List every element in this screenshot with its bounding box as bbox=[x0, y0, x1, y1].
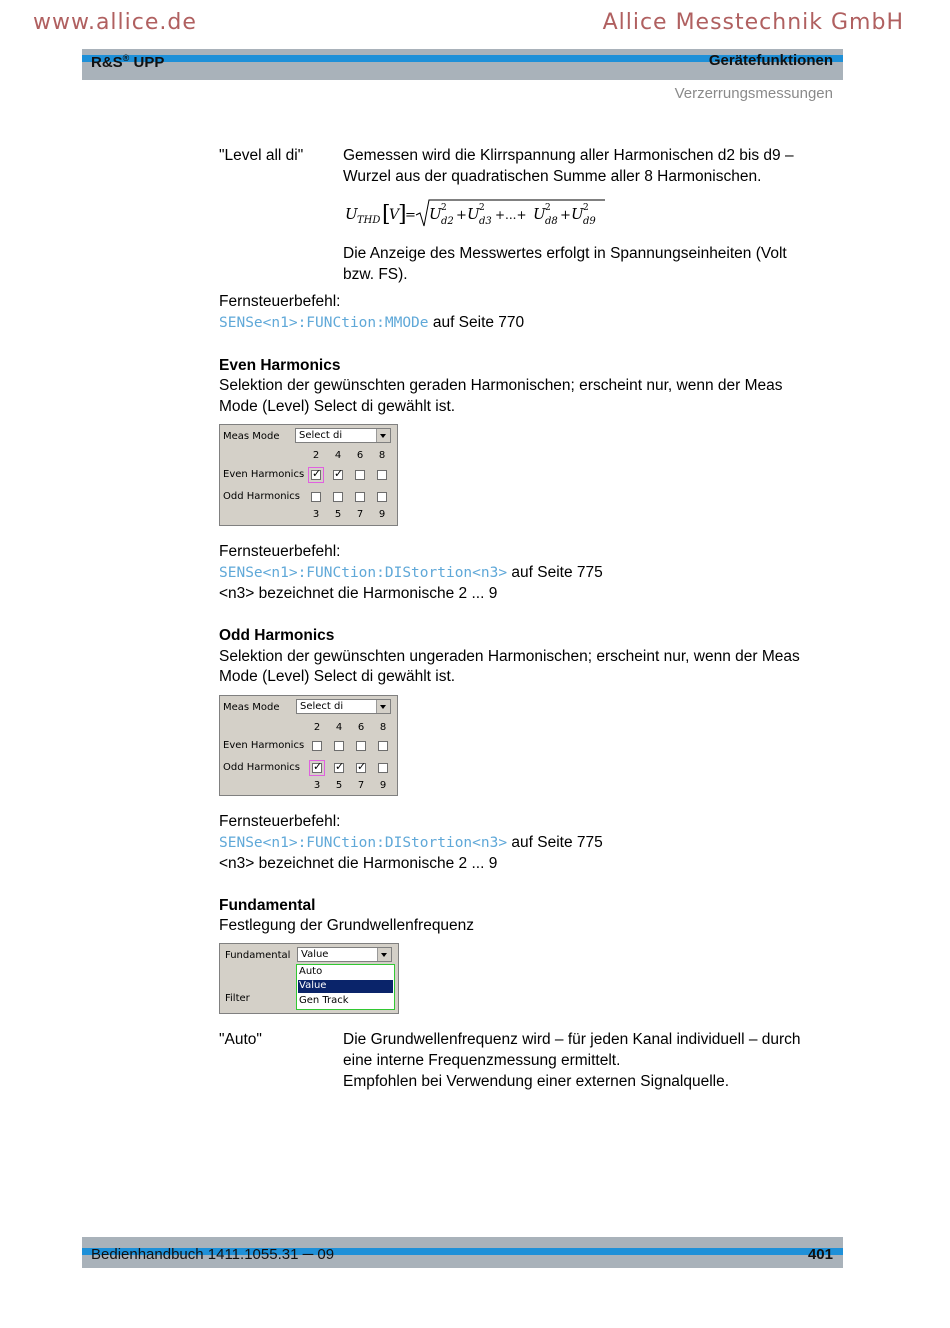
svg-text:+...+: +...+ bbox=[495, 208, 527, 222]
even-heading: Even Harmonics bbox=[219, 357, 341, 374]
even-checkbox-8[interactable] bbox=[378, 741, 388, 751]
svg-text:2: 2 bbox=[479, 203, 485, 213]
odd-checkbox-7[interactable] bbox=[355, 492, 365, 502]
subsection-title: Verzerrungsmessungen bbox=[674, 85, 833, 102]
level-all-unit-2: bzw. FS). bbox=[343, 266, 408, 283]
even-harmonics-label: Even Harmonics bbox=[223, 469, 305, 480]
meas-mode-label: Meas Mode bbox=[223, 431, 280, 442]
even-checkbox-6[interactable] bbox=[355, 470, 365, 480]
meas-mode-select[interactable]: Select di bbox=[295, 428, 391, 443]
product-name: R&S® UPP bbox=[91, 53, 165, 71]
even-checkbox-8[interactable] bbox=[377, 470, 387, 480]
odd-num: 3 bbox=[313, 780, 321, 791]
remote-label-1: Fernsteuerbefehl: bbox=[219, 293, 341, 310]
odd-checkbox-3[interactable] bbox=[311, 492, 321, 502]
even-num: 6 bbox=[356, 450, 364, 461]
fundamental-select[interactable]: Value bbox=[297, 947, 392, 962]
svg-text:U: U bbox=[533, 205, 546, 223]
chevron-down-icon[interactable] bbox=[376, 700, 390, 713]
svg-text:d8: d8 bbox=[545, 216, 558, 227]
svg-text:d9: d9 bbox=[583, 216, 596, 227]
even-num: 2 bbox=[313, 722, 321, 733]
chevron-down-icon[interactable] bbox=[376, 429, 390, 442]
svg-text:d2: d2 bbox=[441, 216, 454, 227]
even-checkbox-2[interactable] bbox=[311, 470, 321, 480]
svg-text:+: + bbox=[560, 208, 571, 223]
svg-text:U: U bbox=[429, 205, 442, 223]
filter-label: Filter bbox=[225, 993, 250, 1004]
odd-checkbox-9[interactable] bbox=[377, 492, 387, 502]
odd-harmonics-label: Odd Harmonics bbox=[223, 491, 301, 502]
level-all-unit-1: Die Anzeige des Messwertes erfolgt in Spannungseinheiten (Volt bbox=[343, 245, 787, 262]
svg-text:+: + bbox=[456, 208, 467, 223]
odd-num: 5 bbox=[334, 509, 342, 520]
svg-text:[: [ bbox=[382, 202, 391, 227]
remote-label-3: Fernsteuerbefehl: bbox=[219, 813, 341, 830]
thd-formula bbox=[343, 198, 608, 235]
odd-num: 9 bbox=[378, 509, 386, 520]
remote-cmd-3: SENSe<n1>:FUNCtion:DIStortion<n3> auf Seite 775 bbox=[219, 834, 603, 851]
odd-num: 7 bbox=[356, 509, 364, 520]
chevron-down-icon[interactable] bbox=[377, 948, 391, 961]
odd-checkbox-3[interactable] bbox=[312, 763, 322, 773]
odd-desc-2: Mode (Level) Select di gewählt ist. bbox=[219, 668, 456, 685]
even-harmonics-label: Even Harmonics bbox=[223, 740, 305, 751]
even-checkbox-4[interactable] bbox=[333, 470, 343, 480]
odd-num: 3 bbox=[312, 509, 320, 520]
footer-manual: Bedienhandbuch 1411.1055.31 ─ 09 bbox=[91, 1246, 335, 1263]
svg-text:U: U bbox=[571, 205, 584, 223]
section-title: Gerätefunktionen bbox=[708, 52, 833, 69]
even-num: 8 bbox=[378, 450, 386, 461]
svg-text:U: U bbox=[345, 205, 358, 223]
odd-desc-1: Selektion der gewünschten ungeraden Harmonischen; erscheint nur, wenn der Meas bbox=[219, 648, 800, 665]
fundamental-label: Fundamental bbox=[225, 950, 291, 961]
even-num: 4 bbox=[335, 722, 343, 733]
odd-checkbox-9[interactable] bbox=[378, 763, 388, 773]
svg-text:THD: THD bbox=[357, 215, 381, 226]
odd-note: <n3> bezeichnet die Harmonische 2 ... 9 bbox=[219, 855, 498, 872]
odd-num: 9 bbox=[379, 780, 387, 791]
odd-num: 7 bbox=[357, 780, 365, 791]
odd-harmonics-label: Odd Harmonics bbox=[223, 762, 301, 773]
odd-checkbox-5[interactable] bbox=[334, 763, 344, 773]
watermark-url: www.allice.de bbox=[33, 10, 197, 35]
even-checkbox-2[interactable] bbox=[312, 741, 322, 751]
remote-command-link[interactable]: SENSe<n1>:FUNCtion:MMODe bbox=[219, 315, 429, 331]
odd-checkbox-5[interactable] bbox=[333, 492, 343, 502]
remote-command-link[interactable]: SENSe<n1>:FUNCtion:DIStortion<n3> bbox=[219, 565, 508, 581]
even-note: <n3> bezeichnet die Harmonische 2 ... 9 bbox=[219, 585, 498, 602]
level-all-desc-1: Gemessen wird die Klirrspannung aller Harmonischen d2 bis d9 – bbox=[343, 147, 794, 164]
term-level-all: "Level all di" bbox=[219, 147, 304, 164]
even-num: 8 bbox=[379, 722, 387, 733]
odd-num: 5 bbox=[335, 780, 343, 791]
even-num: 4 bbox=[334, 450, 342, 461]
svg-text:]: ] bbox=[398, 202, 407, 227]
meas-mode-select[interactable]: Select di bbox=[296, 699, 391, 714]
even-checkbox-4[interactable] bbox=[334, 741, 344, 751]
odd-heading: Odd Harmonics bbox=[219, 627, 335, 644]
fundamental-dropdown-list bbox=[296, 964, 395, 1010]
level-all-desc-2: Wurzel aus der quadratischen Summe aller 8 Harmonischen. bbox=[343, 168, 762, 185]
dropdown-option-auto[interactable]: Auto bbox=[299, 966, 323, 977]
even-desc-2: Mode (Level) Select di gewählt ist. bbox=[219, 398, 456, 415]
fundamental-panel bbox=[219, 943, 399, 1014]
even-desc-1: Selektion der gewünschten geraden Harmonischen; erscheint nur, wenn der Meas bbox=[219, 377, 783, 394]
svg-text:U: U bbox=[467, 205, 480, 223]
odd-checkbox-7[interactable] bbox=[356, 763, 366, 773]
remote-cmd-1: SENSe<n1>:FUNCtion:MMODe auf Seite 770 bbox=[219, 314, 525, 331]
auto-desc-1: Die Grundwellenfrequenz wird – für jeden Kanal individuell – durch bbox=[343, 1031, 801, 1048]
svg-text:V: V bbox=[389, 207, 400, 223]
harmonics-panel-odd bbox=[219, 695, 398, 796]
remote-cmd-2: SENSe<n1>:FUNCtion:DIStortion<n3> auf Seite 775 bbox=[219, 564, 603, 581]
svg-text:=: = bbox=[405, 208, 416, 223]
meas-mode-label: Meas Mode bbox=[223, 702, 280, 713]
dropdown-option-gen-track[interactable]: Gen Track bbox=[299, 995, 349, 1006]
even-num: 6 bbox=[357, 722, 365, 733]
svg-text:2: 2 bbox=[441, 203, 447, 213]
auto-desc-2: eine interne Frequenzmessung ermittelt. bbox=[343, 1052, 621, 1069]
svg-text:2: 2 bbox=[545, 203, 551, 213]
even-checkbox-6[interactable] bbox=[356, 741, 366, 751]
remote-command-link[interactable]: SENSe<n1>:FUNCtion:DIStortion<n3> bbox=[219, 835, 508, 851]
auto-desc-3: Empfohlen bei Verwendung einer externen Signalquelle. bbox=[343, 1073, 730, 1090]
dropdown-option-value[interactable]: Value bbox=[298, 980, 393, 993]
footer-page-number: 401 bbox=[807, 1246, 833, 1263]
fundamental-heading: Fundamental bbox=[219, 897, 316, 914]
svg-text:d3: d3 bbox=[479, 216, 492, 227]
term-auto: "Auto" bbox=[219, 1031, 262, 1048]
harmonics-panel-even bbox=[219, 424, 398, 526]
watermark-company: Allice Messtechnik GmbH bbox=[602, 10, 904, 35]
svg-text:2: 2 bbox=[583, 203, 589, 213]
remote-label-2: Fernsteuerbefehl: bbox=[219, 543, 341, 560]
fundamental-desc: Festlegung der Grundwellenfrequenz bbox=[219, 917, 475, 934]
even-num: 2 bbox=[312, 450, 320, 461]
